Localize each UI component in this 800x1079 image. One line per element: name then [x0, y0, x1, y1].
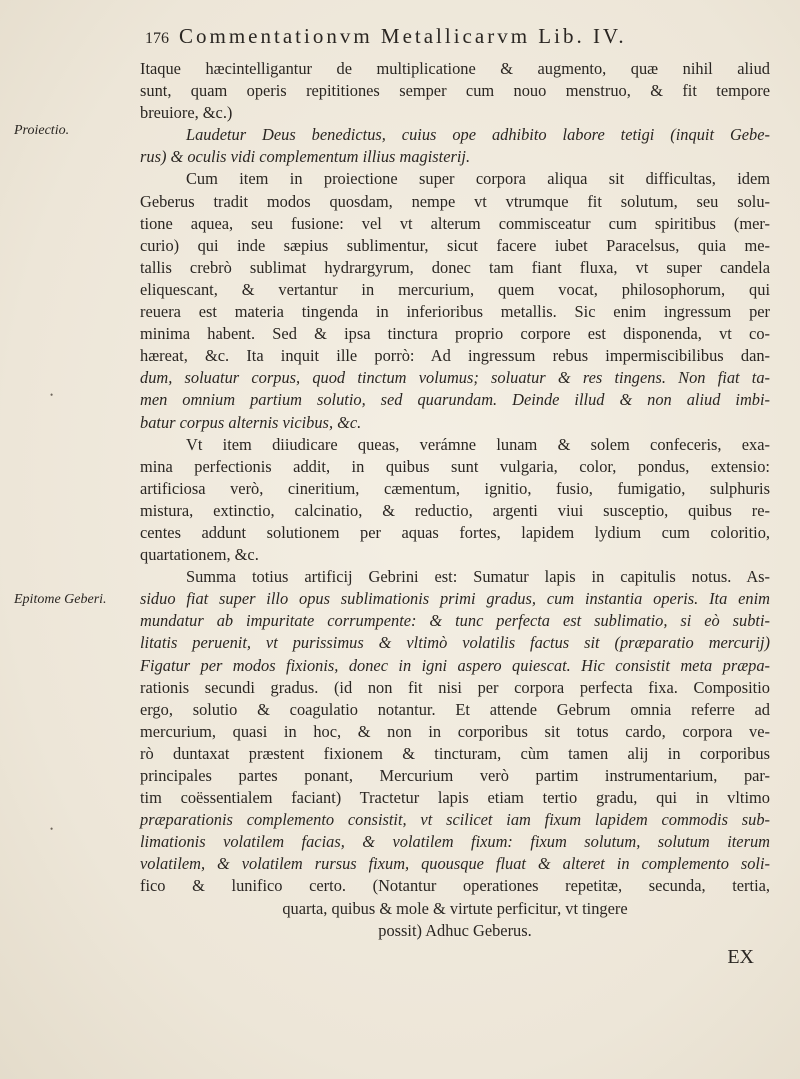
text-line: Figatur per modos fixionis, donec in igni aspero quiescat. Hic consistit meta præpa-	[140, 655, 770, 675]
text-line: possit) Adhuc Geberus.	[378, 920, 532, 940]
bullet-mark: •	[50, 824, 54, 834]
text-line: batur corpus alternis vicibus, &c.	[140, 412, 362, 432]
text-line: rò duntaxat præstent fixionem & tincturam, cùm tamen alij in corporibus	[140, 743, 770, 763]
text-line: ergo, solutio & coagulatio notantur. Et attende Gebrum omnia referre ad	[140, 699, 770, 719]
text-line: Vt item diiudicare queas, verámne lunam & solem confeceris, exa-	[186, 434, 770, 454]
catchword: EX	[727, 945, 754, 968]
text-line: Summa totius artificij Gebrini est: Sumatur lapis in capitulis notus. As-	[186, 567, 770, 587]
text-line: siduo fiat super illo opus sublimationis primi gradus, cum instantia operis. Ita enim	[140, 589, 770, 609]
text-line: Laudetur Deus benedictus, cuius ope adhibito labore tetigi (inquit Gebe-	[186, 125, 770, 145]
text-line: tim coëssentialem faciant) Tractetur lapis etiam tertio gradu, qui in vltimo	[140, 788, 770, 808]
text-line: Itaque hæcintelligantur de multiplicatione & augmento, quæ nihil aliud	[140, 59, 770, 78]
text-line: Geberus tradit modos quosdam, nempe vt vtrumque fit solutum, seu solu-	[140, 191, 770, 211]
text-line: rationis secundi gradus. (id non fit nisi per corpora perfecta fixa. Compositio	[140, 677, 770, 697]
text-line: artificiosa verò, cineritium, cæmentum, ignitio, fusio, fumigatio, sulphuris	[140, 478, 770, 498]
text-line: quarta, quibus & mole & virtute perficitur, vt tingere	[282, 898, 628, 918]
text-line: volatilem, & volatilem rursus fixum, quousque fluat & alteret in complemento soli-	[140, 854, 770, 874]
text-line: sunt, quam operis repititiones semper cum nouo menstruo, & fit tempore	[140, 81, 770, 101]
body-text	[140, 58, 770, 968]
text-line: litatis peruenit, vt purissimus & vltimò volatilis factus sit (præparatio mercurij)	[140, 633, 770, 653]
text-line: tallis crebrò sublimat hydrargyrum, donec tam fiant fluxa, vt super candela	[140, 257, 770, 277]
text-line: reuera est materia tingenda in inferioribus metallis. Sic enim ingressum per	[140, 302, 770, 322]
page-number: 176	[145, 30, 169, 47]
text-line: mercurium, quasi in hoc, & non in corporibus sit totus cardo, corpora ve-	[140, 721, 770, 741]
text-line: tione aquea, seu fusione: vel vt alterum commisceatur cum spiritibus (mer-	[140, 213, 770, 233]
margin-note-proiectio: Proiectio.	[14, 123, 70, 138]
text-line: mundatur ab impuritate corrumpente: & tunc perfecta est sublimatio, si eò subti-	[140, 611, 770, 631]
margin-note-epitome-geberi: Epitome Geberi.	[14, 592, 107, 607]
text-line: dum, soluatur corpus, quod tinctum volumus; soluatur & res tingens. Non fiat ta-	[140, 368, 770, 388]
text-line: principales partes ponant, Mercurium verò partim instrumentarium, par-	[140, 766, 770, 785]
text-line: breuiore, &c.)	[140, 103, 233, 123]
running-header	[145, 24, 755, 49]
text-line: mina perfectionis addit, in quibus sunt vulgaria, color, pondus, extensio:	[140, 456, 770, 476]
text-line: rus) & oculis vidi complementum illius magisterij.	[140, 147, 471, 167]
text-line: præparationis complemento consistit, vt scilicet iam fixum lapidem commodis sub-	[140, 810, 770, 830]
text-line: eliquescant, & vertantur in mercurium, quem vocat, philosophorum, qui	[140, 279, 770, 299]
text-line: centes addunt solutionem per aquas fortes, lapidem lydium cum coloritio,	[140, 522, 770, 542]
text-line: Cum item in proiectione super corpora aliqua sit difficultas, idem	[186, 169, 770, 189]
text-line: curio) qui inde sæpius sublimentur, sicut facere iubet Paracelsus, quia me-	[140, 235, 770, 255]
text-line: fico & lunifico certo. (Notantur operationes repetitæ, secunda, tertia,	[140, 876, 770, 896]
text-line: minima habent. Sed & ipsa tinctura proprio corpore est disponenda, vt co-	[140, 324, 770, 344]
running-title: Commentationvm Metallicarvm Lib. IV.	[179, 24, 627, 48]
text-line: men omnium partium solutio, sed quarundam. Deinde illud & non aliud imbi-	[140, 390, 770, 410]
text-line: mistura, extinctio, calcinatio, & reductio, argenti viui susceptio, quibus re-	[140, 500, 770, 520]
text-line: limationis volatilem facias, & volatilem fixum: fixum solutum, solutum iterum	[140, 832, 770, 852]
text-line: quartationem, &c.	[140, 545, 259, 565]
bullet-mark: •	[50, 390, 54, 400]
text-line: hæreat, &c. Ita inquit ille porrò: Ad ingressum rebus impermiscibilibus dan-	[140, 346, 770, 366]
